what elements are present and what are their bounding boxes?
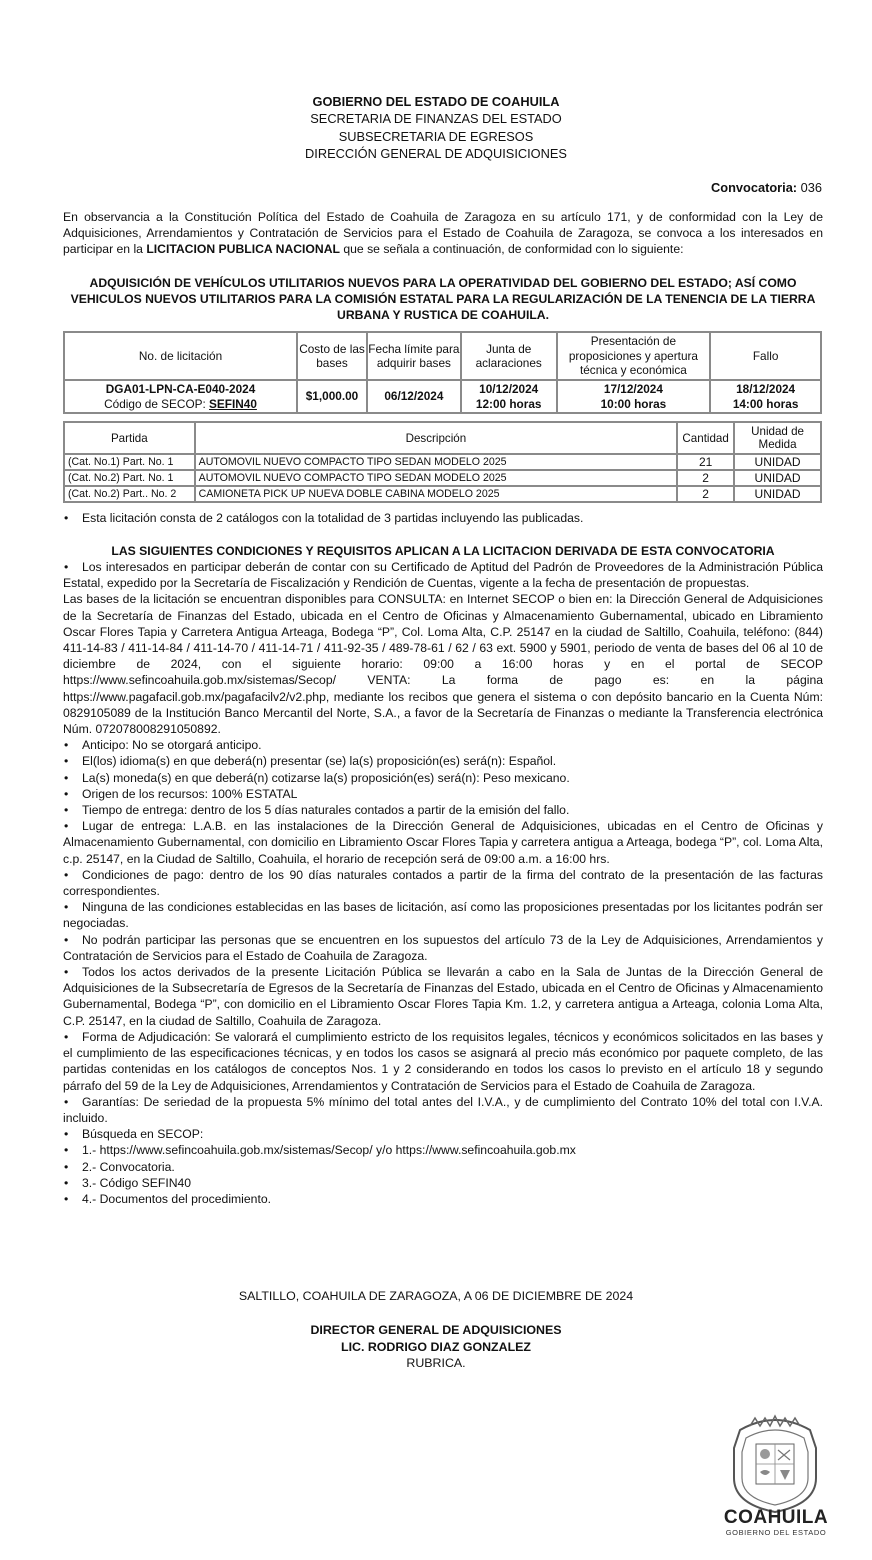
condition-item xyxy=(63,1191,823,1207)
table-header-row xyxy=(64,332,821,380)
condition-text: Búsqueda en SECOP: xyxy=(82,1127,204,1142)
conditions-list xyxy=(63,559,823,1207)
header-government: GOBIERNO DEL ESTADO DE COAHUILA xyxy=(312,94,560,109)
fallo-fecha: 18/12/2024 xyxy=(736,382,796,396)
col-header: Fallo xyxy=(710,332,821,380)
header-subsecretaria: SUBSECRETARIA DE EGRESOS xyxy=(338,128,534,144)
document-header xyxy=(0,93,872,162)
logo-name: COAHUILA xyxy=(723,1507,829,1528)
tender-title: ADQUISICIÓN DE VEHÍCULOS UTILITARIOS NUEVOS PARA LA OPERATIVIDAD DEL GOBIERNO DEL ESTADO; ASÍ COMO VEHICULOS NUEVOS UTILITARIOS PARA LA COMISIÓN ESTATAL PARA LA REGULARIZACIÓN DE LA TENENCIA DE LA TIERRA URBANA Y RUSTICA DE COAHUILA. xyxy=(70,276,816,323)
condition-text: Ninguna de las condiciones establecidas en las bases de licitación, así como las proposiciones presentadas por los licitantes podrán ser negociadas. xyxy=(63,900,823,931)
condition-item xyxy=(63,818,823,867)
convocatoria-label: Convocatoria: xyxy=(711,180,798,195)
condition-text: 3.- Código SEFIN40 xyxy=(82,1175,192,1190)
coahuila-logo xyxy=(716,1508,836,1538)
col-header: Presentación de proposiciones y apertura técnica y económica xyxy=(557,332,711,380)
condition-item xyxy=(63,932,823,964)
condition-item xyxy=(63,1029,823,1094)
signer-position: DIRECTOR GENERAL DE ADQUISICIONES xyxy=(310,1323,562,1337)
fecha-limite-cell: 06/12/2024 xyxy=(367,380,461,413)
col-header: Descripción xyxy=(195,422,678,454)
condition-text: Condiciones de pago: dentro de los 90 días naturales contados a partir de la firma del contrato de la presentación de las facturas correspondientes. xyxy=(63,867,823,899)
header-secretaria: SECRETARIA DE FINANZAS DEL ESTADO xyxy=(310,111,562,127)
condition-item xyxy=(63,1126,823,1142)
condition-item xyxy=(63,867,823,899)
fallo-hora: 14:00 horas xyxy=(732,396,799,411)
condition-text: Los interesados en participar deberán de contar con su Certificado de Aptitud del Padrón de Proveedores de la Administración Pública Estatal, expedido por la Secretaría de Fiscalización y Rendición de Cuentas, vigente a la fecha de presentación de propuestas. xyxy=(63,560,823,591)
intro-text: En observancia a la Constitución Política del Estado de Coahuila de Zaragoza en su artículo 171, y de conformidad con la Ley de Adquisiciones, Arrendamientos y Contratación de Servicios para el Estado de Coahuila de Zaragoza, se convoca a los interesados en participar en la xyxy=(63,210,823,257)
unidad-cell: UNIDAD xyxy=(734,470,821,486)
condition-item xyxy=(63,802,823,818)
condition-text: Garantías: De seriedad de la propuesta 5% mínimo del total antes del I.V.A., y de cumplimiento del Contrato 10% del total con I.V.A. incluido. xyxy=(63,1094,823,1125)
col-header: Cantidad xyxy=(677,422,734,454)
signature-block xyxy=(0,1322,872,1372)
table-row xyxy=(64,470,821,486)
condition-item xyxy=(63,1159,823,1175)
condition-text: Origen de los recursos: 100% ESTATAL xyxy=(82,786,298,801)
condition-item xyxy=(63,737,823,753)
intro-bold: LICITACION PUBLICA NACIONAL xyxy=(146,242,340,257)
descripcion-cell: CAMIONETA PICK UP NUEVA DOBLE CABINA MODELO 2025 xyxy=(195,486,678,502)
descripcion-cell: AUTOMOVIL NUEVO COMPACTO TIPO SEDAN MODELO 2025 xyxy=(195,470,678,486)
condition-text: No podrán participar las personas que se encuentren en los supuestos del artículo 73 de la Ley de Adquisiciones, Arrendamientos y Contratación de Servicios para el Estado de Coahuila de Zaragoza. xyxy=(63,932,823,963)
secop-code: SEFIN40 xyxy=(209,396,257,411)
condition-item xyxy=(63,770,823,786)
secop-label: Código de SECOP: xyxy=(104,396,210,411)
col-header: Unidad de Medida xyxy=(734,422,821,454)
place-date: SALTILLO, COAHUILA DE ZARAGOZA, A 06 DE DICIEMBRE DE 2024 xyxy=(238,1289,634,1303)
condition-item xyxy=(63,1094,823,1126)
table-row xyxy=(64,454,821,470)
presentacion-fecha: 17/12/2024 xyxy=(603,382,663,396)
descripcion-cell: AUTOMOVIL NUEVO COMPACTO TIPO SEDAN MODELO 2025 xyxy=(195,454,678,470)
cantidad-cell: 2 xyxy=(677,486,734,502)
condition-paragraph: Las bases de la licitación se encuentran disponibles para CONSULTA: en Internet SECOP o bien en: la Dirección General de Adquisiciones de la Secretaría de Finanzas del Estado, ubicada en el Centro de Oficinas y Almacenamiento Gubernamental, ubicado en Libramiento Oscar Flores Tapia y Carretera Antigua Arteaga, Bodega “P”, Col. Loma Alta, C.P. 25147 en la ciudad de Saltillo, Coahuila, teléfono: (844) 411-14-83 / 411-14-84 / 411-14-70 / 411-14-71 / 411-92-35 / 489-78-61 / 62 / 63 ext. 5900 y 5901, periodo de venta de bases del 06 al 10 de diciembre de 2024, con el siguiente horario: 09:00 a 16:00 horas y en el portal de SECOP https://www.sefincoahuila.gob.mx/sistemas/Secop/ VENTA: La forma de pago es: en la página https://www.pagafacil.gob.mx/pagafacilv2/v2.php, mediante los recibos que genera el sistema o con depósito bancario en la Cuenta Núm: 0829105089 de la Institución Banco Mercantil del Norte, S.A., a favor de la Secretaría de Finanzas o mediante la Transferencia electrónica Núm. 072078008291050892. xyxy=(63,592,823,737)
logo-subtitle: GOBIERNO DEL ESTADO xyxy=(725,1528,827,1537)
col-header: Costo de las bases xyxy=(297,332,367,380)
condition-text: La(s) moneda(s) en que deberá(n) cotizarse la(s) proposición(es) será(n): Peso mexicano. xyxy=(82,770,570,785)
condition-item xyxy=(63,899,823,931)
costo-cell: $1,000.00 xyxy=(297,380,367,413)
partida-cell: (Cat. No.1) Part. No. 1 xyxy=(64,454,195,470)
partida-cell: (Cat. No.2) Part.. No. 2 xyxy=(64,486,195,502)
convocatoria-value: 036 xyxy=(800,180,822,195)
secop-code-line xyxy=(65,397,296,412)
intro-paragraph xyxy=(63,209,823,258)
table-row xyxy=(64,486,821,502)
junta-cell xyxy=(461,380,557,413)
tender-schedule-table xyxy=(63,331,822,414)
fallo-cell xyxy=(710,380,821,413)
condition-text: 1.- https://www.sefincoahuila.gob.mx/sistemas/Secop/ y/o https://www.sefincoahuila.gob.mx xyxy=(82,1143,576,1158)
cantidad-cell: 21 xyxy=(677,454,734,470)
condition-text: Lugar de entrega: L.A.B. en las instalaciones de la Dirección General de Adquisiciones, ubicadas en el Centro de Oficinas y Almacenamiento Gubernamental, con domicilio en Libramiento Oscar Flores Tapia y carretera antigua a Arteaga, bodega “P”, col. Loma Alta, c.p. 25147, en la Ciudad de Saltillo, Coahuila, el horario de recepción será de 09:00 a.m. a 16:00 hrs. xyxy=(63,819,823,866)
condition-item xyxy=(63,964,823,1029)
partidas-table xyxy=(63,421,822,503)
header-direccion: DIRECCIÓN GENERAL DE ADQUISICIONES xyxy=(305,145,567,161)
condition-text: Anticipo: No se otorgará anticipo. xyxy=(82,738,262,753)
signer-name: LIC. RODRIGO DIAZ GONZALEZ xyxy=(341,1339,531,1354)
condition-item xyxy=(63,1142,823,1158)
rubrica: RUBRICA. xyxy=(406,1356,466,1370)
condition-text: 2.- Convocatoria. xyxy=(82,1159,175,1174)
table-row xyxy=(64,380,821,413)
presentacion-cell xyxy=(557,380,711,413)
col-header: Junta de aclaraciones xyxy=(461,332,557,380)
condition-text: El(los) idioma(s) en que deberá(n) presentar (se) la(s) proposición(es) será(n): Español. xyxy=(82,754,557,769)
convocatoria-number xyxy=(711,180,822,196)
col-header: No. de licitación xyxy=(64,332,297,380)
condition-text: Tiempo de entrega: dentro de los 5 días naturales contados a partir de la emisión del fallo. xyxy=(82,803,570,818)
catalog-note xyxy=(63,510,823,526)
col-header: Partida xyxy=(64,422,195,454)
condition-item xyxy=(63,786,823,802)
condition-text: Forma de Adjudicación: Se valorará el cumplimiento estricto de los requisitos legales, técnicos y económicos solicitados en las bases y el cumplimiento de las especificaciones técnicas, y en todos los casos se asignará al precio más económico por paquete completo, de las partidas contenidas en los catálogos de conceptos Nos. 1 y 2 considerando en todos los casos lo previsto en el artículo 18 y segundo párrafo del 59 de la Ley de Adquisiciones, Arrendamientos y Contratación de Servicios para el Estado de Coahuila de Zaragoza. xyxy=(63,1029,823,1093)
condition-item xyxy=(63,753,823,769)
condition-text: 4.- Documentos del procedimiento. xyxy=(82,1191,272,1206)
col-header: Fecha límite para adquirir bases xyxy=(367,332,461,380)
junta-fecha: 10/12/2024 xyxy=(479,382,539,396)
intro-text-after: que se señala a continuación, de conformidad con lo siguiente: xyxy=(339,242,684,257)
presentacion-hora: 10:00 horas xyxy=(600,396,667,411)
unidad-cell: UNIDAD xyxy=(734,454,821,470)
catalog-note-text: Esta licitación consta de 2 catálogos con la totalidad de 3 partidas incluyendo las publicadas. xyxy=(82,511,584,525)
unidad-cell: UNIDAD xyxy=(734,486,821,502)
cantidad-cell: 2 xyxy=(677,470,734,486)
conditions-title: LAS SIGUIENTES CONDICIONES Y REQUISITOS APLICAN A LA LICITACION DERIVADA DE ESTA CONVOCATORIA xyxy=(111,544,775,558)
partida-cell: (Cat. No.2) Part. No. 1 xyxy=(64,470,195,486)
table-header-row xyxy=(64,422,821,454)
licitacion-cell xyxy=(64,380,297,413)
condition-item xyxy=(63,559,823,591)
licitacion-number: DGA01-LPN-CA-E040-2024 xyxy=(105,382,256,396)
condition-text: Todos los actos derivados de la presente Licitación Pública se llevarán a cabo en la Sala de Juntas de la Dirección General de Adquisiciones de la Subsecretaría de Egresos de la Secretaría de Finanzas del Estado, ubicada en el Centro de Oficinas y Almacenamiento Gubernamental, Bodega “P”, con domicilio en el Libramiento Oscar Flores Tapia Km. 1.2, y carretera antigua a Arteaga, colonia Loma Alta, C.P. 25147, en la ciudad de Saltillo, Coahuila de Zaragoza. xyxy=(63,965,823,1028)
condition-item xyxy=(63,1175,823,1191)
junta-hora: 12:00 horas xyxy=(475,396,542,411)
